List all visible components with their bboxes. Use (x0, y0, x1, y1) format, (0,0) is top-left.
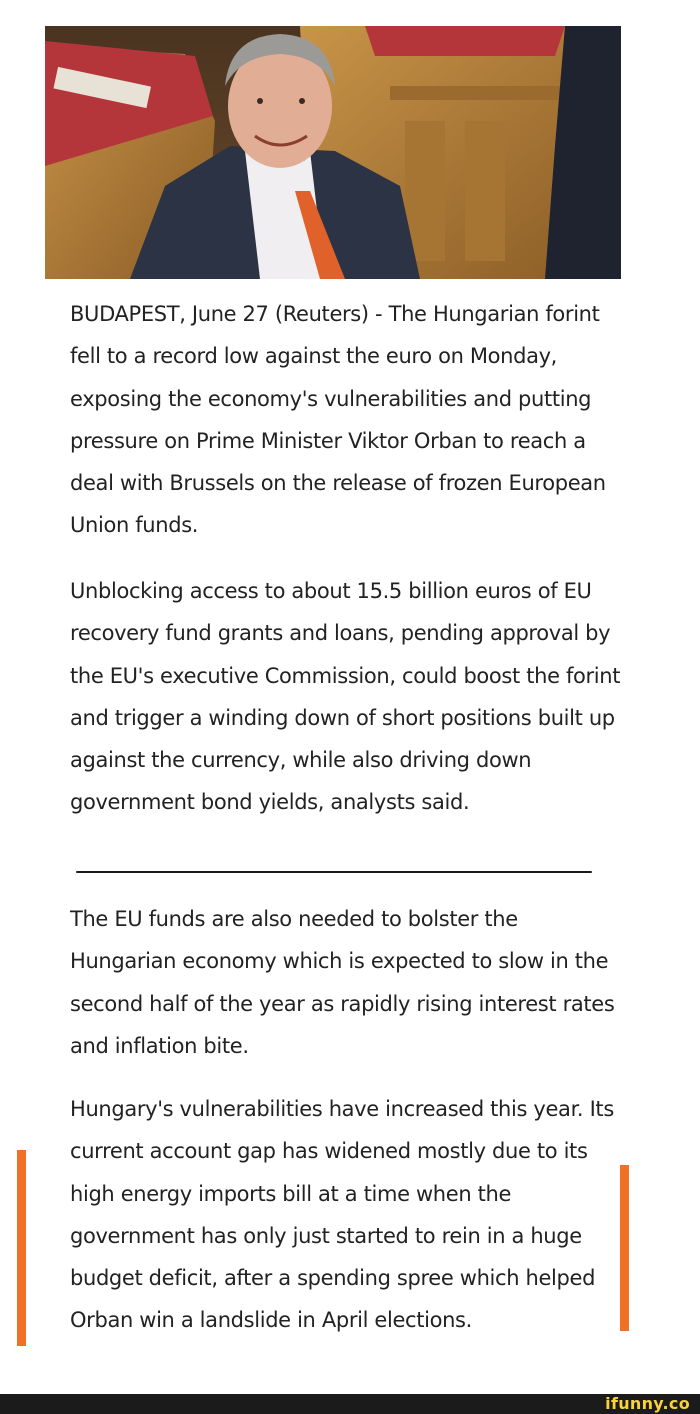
article-paragraph: The EU funds are also needed to bolster the Hungarian economy which is expected to slow in the second half of the year as rapidly rising interest rates and inflation bite. (70, 907, 615, 1058)
article-paragraph: BUDAPEST, June 27 (Reuters) - The Hungarian forint fell to a record low against the euro on Monday, exposing the economy's vulnerabilities and putting pressure on Prime Minister Viktor Orban to reach a deal with Brussels on the release of frozen European Union funds. (70, 302, 606, 538)
orange-accent-bar-right (620, 1165, 629, 1331)
orange-accent-bar-left (17, 1150, 26, 1346)
ifunny-watermark: ifunny.co (605, 1394, 690, 1413)
article-paragraph: Hungary's vulnerabilities have increased this year. Its current account gap has widened mostly due to its high energy imports bill at a time when the government has only just started to rein in a huge budget deficit, after a spending spree which helped Orban win a landslide in April elections. (70, 1097, 614, 1333)
article-photo (45, 26, 621, 279)
section-divider (76, 871, 592, 873)
watermark-footer (0, 1394, 700, 1414)
article-paragraph: Unblocking access to about 15.5 billion euros of EU recovery fund grants and loans, pending approval by the EU's executive Commission, could boost the forint and trigger a winding down of short positions built up against the currency, while also driving down government bond yields, analysts said. (70, 579, 621, 815)
